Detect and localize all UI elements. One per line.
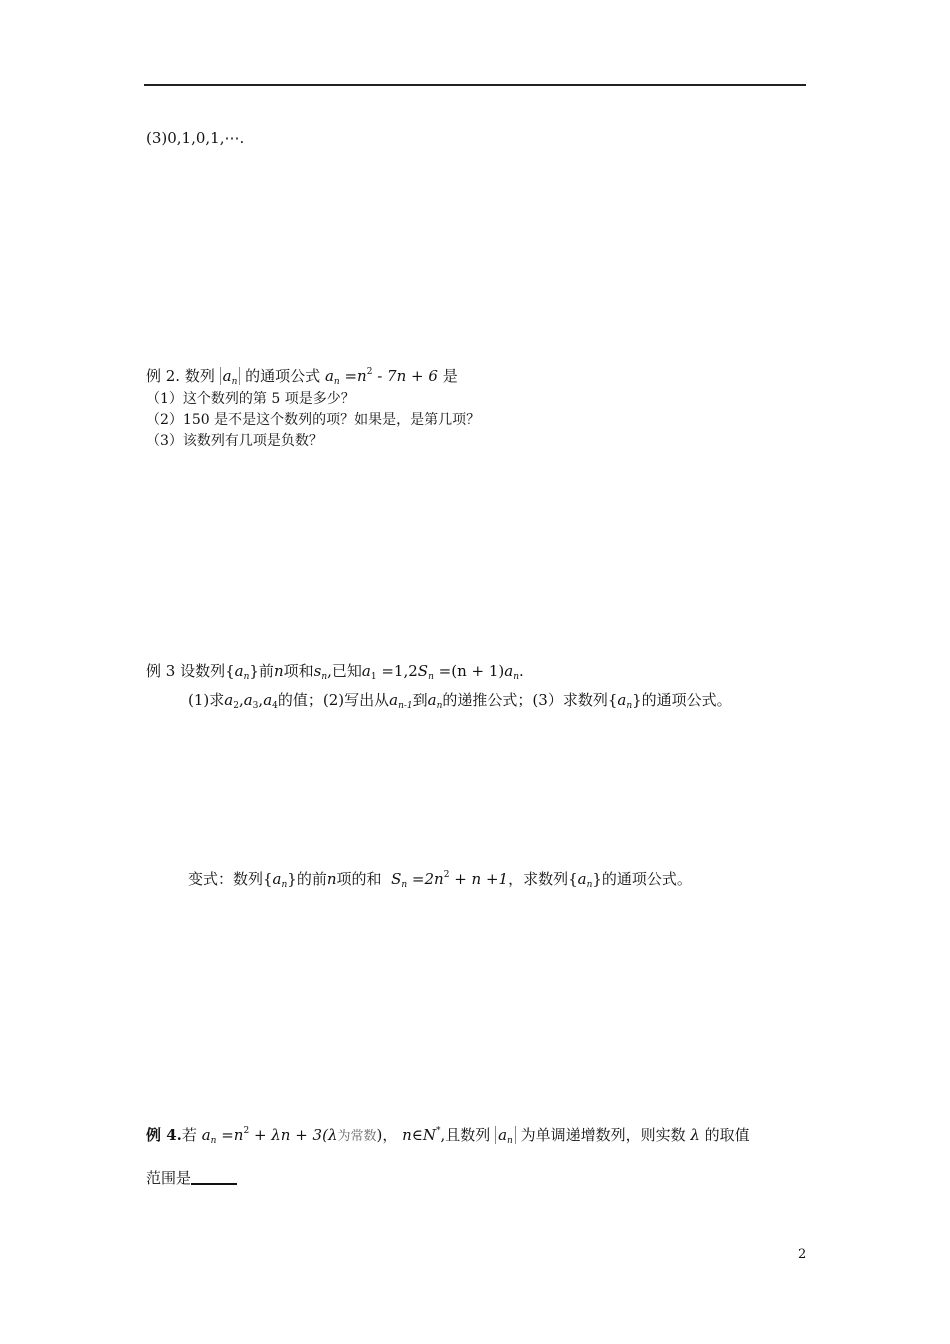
variant-problem: 变式：数列$\{a_n\}$的前n项的和 $S_n =2n^2 + n +1$，求数列$\{a_n\}$的通项公式。 [188, 870, 692, 890]
page-number: 2 [798, 1247, 807, 1262]
sequence-an: $a_n$ [220, 367, 241, 385]
example-4-line-2: 范围是 [146, 1169, 237, 1187]
sequence-3: (3)0,1,0,1,⋯. [146, 129, 245, 147]
example-3-line-1: 例 3 设数列$\{a_n\}$前n项和$s_n$,已知$a_1 =1,2S_n =(n + 1)a_n$. [146, 662, 524, 682]
example-3-label: 例 3 [146, 662, 176, 680]
answer-blank[interactable] [191, 1169, 237, 1185]
formula-a: a [324, 367, 334, 385]
example-2-q3: （3）该数列有几项是负数？ [146, 433, 323, 449]
example-2-title: 例 2. 数列 $a_n$ 的通项公式 $a_n =n^2 - 7n + 6$ 是 [146, 367, 458, 387]
example-2-q1: （1）这个数列的第 5 项是多少？ [146, 391, 355, 407]
example-4-label: 例 4. [146, 1126, 182, 1144]
example-4-line-1: 例 4.若 $a_n =n^2 + \lambda n + 3(\lambda$为常数)， n∈N*,且数列 $a_n$ 为单调递增数列，则实数 λ 的取值 [146, 1126, 750, 1146]
example-2-label: 例 2. 数列 [146, 367, 215, 385]
formula-lead: 的通项公式 [245, 367, 321, 385]
example-3-line-2: (1)求$a_2,a_3,a_4$的值；(2)写出从$a_{n-1}$到$a_n$的递推公式；(3）求数列$\{a_n\}$的通项公式。 [188, 691, 732, 711]
header-rule [144, 84, 806, 86]
example-2-q2: （2）150 是不是这个数列的项？如果是，是第几项？ [146, 412, 481, 428]
